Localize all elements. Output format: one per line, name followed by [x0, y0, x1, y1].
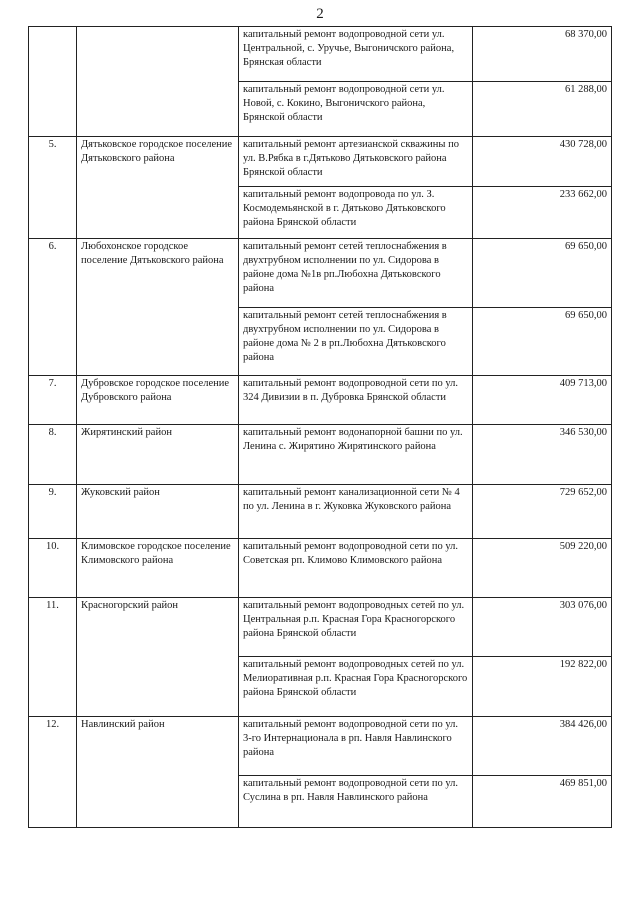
amount-cell: 469 851,00 — [473, 776, 612, 828]
amount-cell: 69 650,00 — [473, 308, 612, 376]
table-row — [29, 717, 612, 776]
row-number — [29, 27, 77, 137]
table-row — [29, 27, 612, 82]
amount-cell: 233 662,00 — [473, 187, 612, 239]
amount-cell: 303 076,00 — [473, 598, 612, 657]
work-description: капитальный ремонт водопроводной сети ул. Центральной, с. Уручье, Выгоничского района, Брянская области — [239, 27, 473, 82]
work-description: капитальный ремонт сетей теплоснабжения в двухтрубном исполнении по ул. Сидорова в районе дома № 2 в рп.Любохна Дятьковского района — [239, 308, 473, 376]
row-number: 11. — [29, 598, 77, 717]
work-description: капитальный ремонт артезианской скважины по ул. В.Рябка в г.Дятьково Дятьковского района Брянской области — [239, 137, 473, 187]
work-description: капитальный ремонт водопроводной сети по ул. Суслина в рп. Навля Навлинского района — [239, 776, 473, 828]
table-row — [29, 239, 612, 308]
table-row — [29, 485, 612, 539]
work-description: капитальный ремонт водопроводной сети по ул. 3-го Интернационала в рп. Навля Навлинского района — [239, 717, 473, 776]
page-number: 2 — [316, 6, 324, 22]
amount-cell: 430 728,00 — [473, 137, 612, 187]
amount-cell: 61 288,00 — [473, 82, 612, 137]
row-number: 5. — [29, 137, 77, 239]
row-number: 7. — [29, 376, 77, 425]
amount-cell: 68 370,00 — [473, 27, 612, 82]
work-description: капитальный ремонт водопровода по ул. З. Космодемьянской в г. Дятьково Дятьковского района Брянской области — [239, 187, 473, 239]
municipality-name: Навлинский район — [77, 717, 239, 828]
amount-cell: 409 713,00 — [473, 376, 612, 425]
table-row — [29, 425, 612, 485]
municipality-name: Любохонское городское поселение Дятьковского района — [77, 239, 239, 376]
row-number: 9. — [29, 485, 77, 539]
municipality-name: Дятьковское городское поселение Дятьковского района — [77, 137, 239, 239]
amount-cell: 729 652,00 — [473, 485, 612, 539]
amount-cell: 192 822,00 — [473, 657, 612, 717]
work-description: капитальный ремонт водонапорной башни по ул. Ленина с. Жирятино Жирятинского района — [239, 425, 473, 485]
table-row — [29, 539, 612, 598]
row-number: 6. — [29, 239, 77, 376]
table-row — [29, 137, 612, 187]
municipality-name: Красногорский район — [77, 598, 239, 717]
work-description: капитальный ремонт водопроводной сети ул. Новой, с. Кокино, Выгоничского района, Брянской области — [239, 82, 473, 137]
work-description: капитальный ремонт водопроводных сетей по ул. Центральная р.п. Красная Гора Красногорского района Брянской области — [239, 598, 473, 657]
row-number: 8. — [29, 425, 77, 485]
amount-cell: 346 530,00 — [473, 425, 612, 485]
municipality-name: Жуковский район — [77, 485, 239, 539]
municipality-name: Дубровское городское поселение Дубровского района — [77, 376, 239, 425]
amount-cell: 509 220,00 — [473, 539, 612, 598]
municipality-name: Климовское городское поселение Климовского района — [77, 539, 239, 598]
amount-cell: 384 426,00 — [473, 717, 612, 776]
work-description: капитальный ремонт сетей теплоснабжения в двухтрубном исполнении по ул. Сидорова в районе дома №1в рп.Любохна Дятьковского района — [239, 239, 473, 308]
row-number: 12. — [29, 717, 77, 828]
row-number: 10. — [29, 539, 77, 598]
municipality-name — [77, 27, 239, 137]
amount-cell: 69 650,00 — [473, 239, 612, 308]
funding-table — [28, 26, 612, 828]
work-description: капитальный ремонт водопроводной сети по ул. Советская рп. Климово Климовского района — [239, 539, 473, 598]
table-row — [29, 376, 612, 425]
work-description: капитальный ремонт водопроводной сети по ул. 324 Дивизии в п. Дубровка Брянской области — [239, 376, 473, 425]
table-row — [29, 598, 612, 657]
municipality-name: Жирятинский район — [77, 425, 239, 485]
work-description: капитальный ремонт канализационной сети № 4 по ул. Ленина в г. Жуковка Жуковского района — [239, 485, 473, 539]
work-description: капитальный ремонт водопроводных сетей по ул. Мелиоративная р.п. Красная Гора Красногорского района Брянской области — [239, 657, 473, 717]
